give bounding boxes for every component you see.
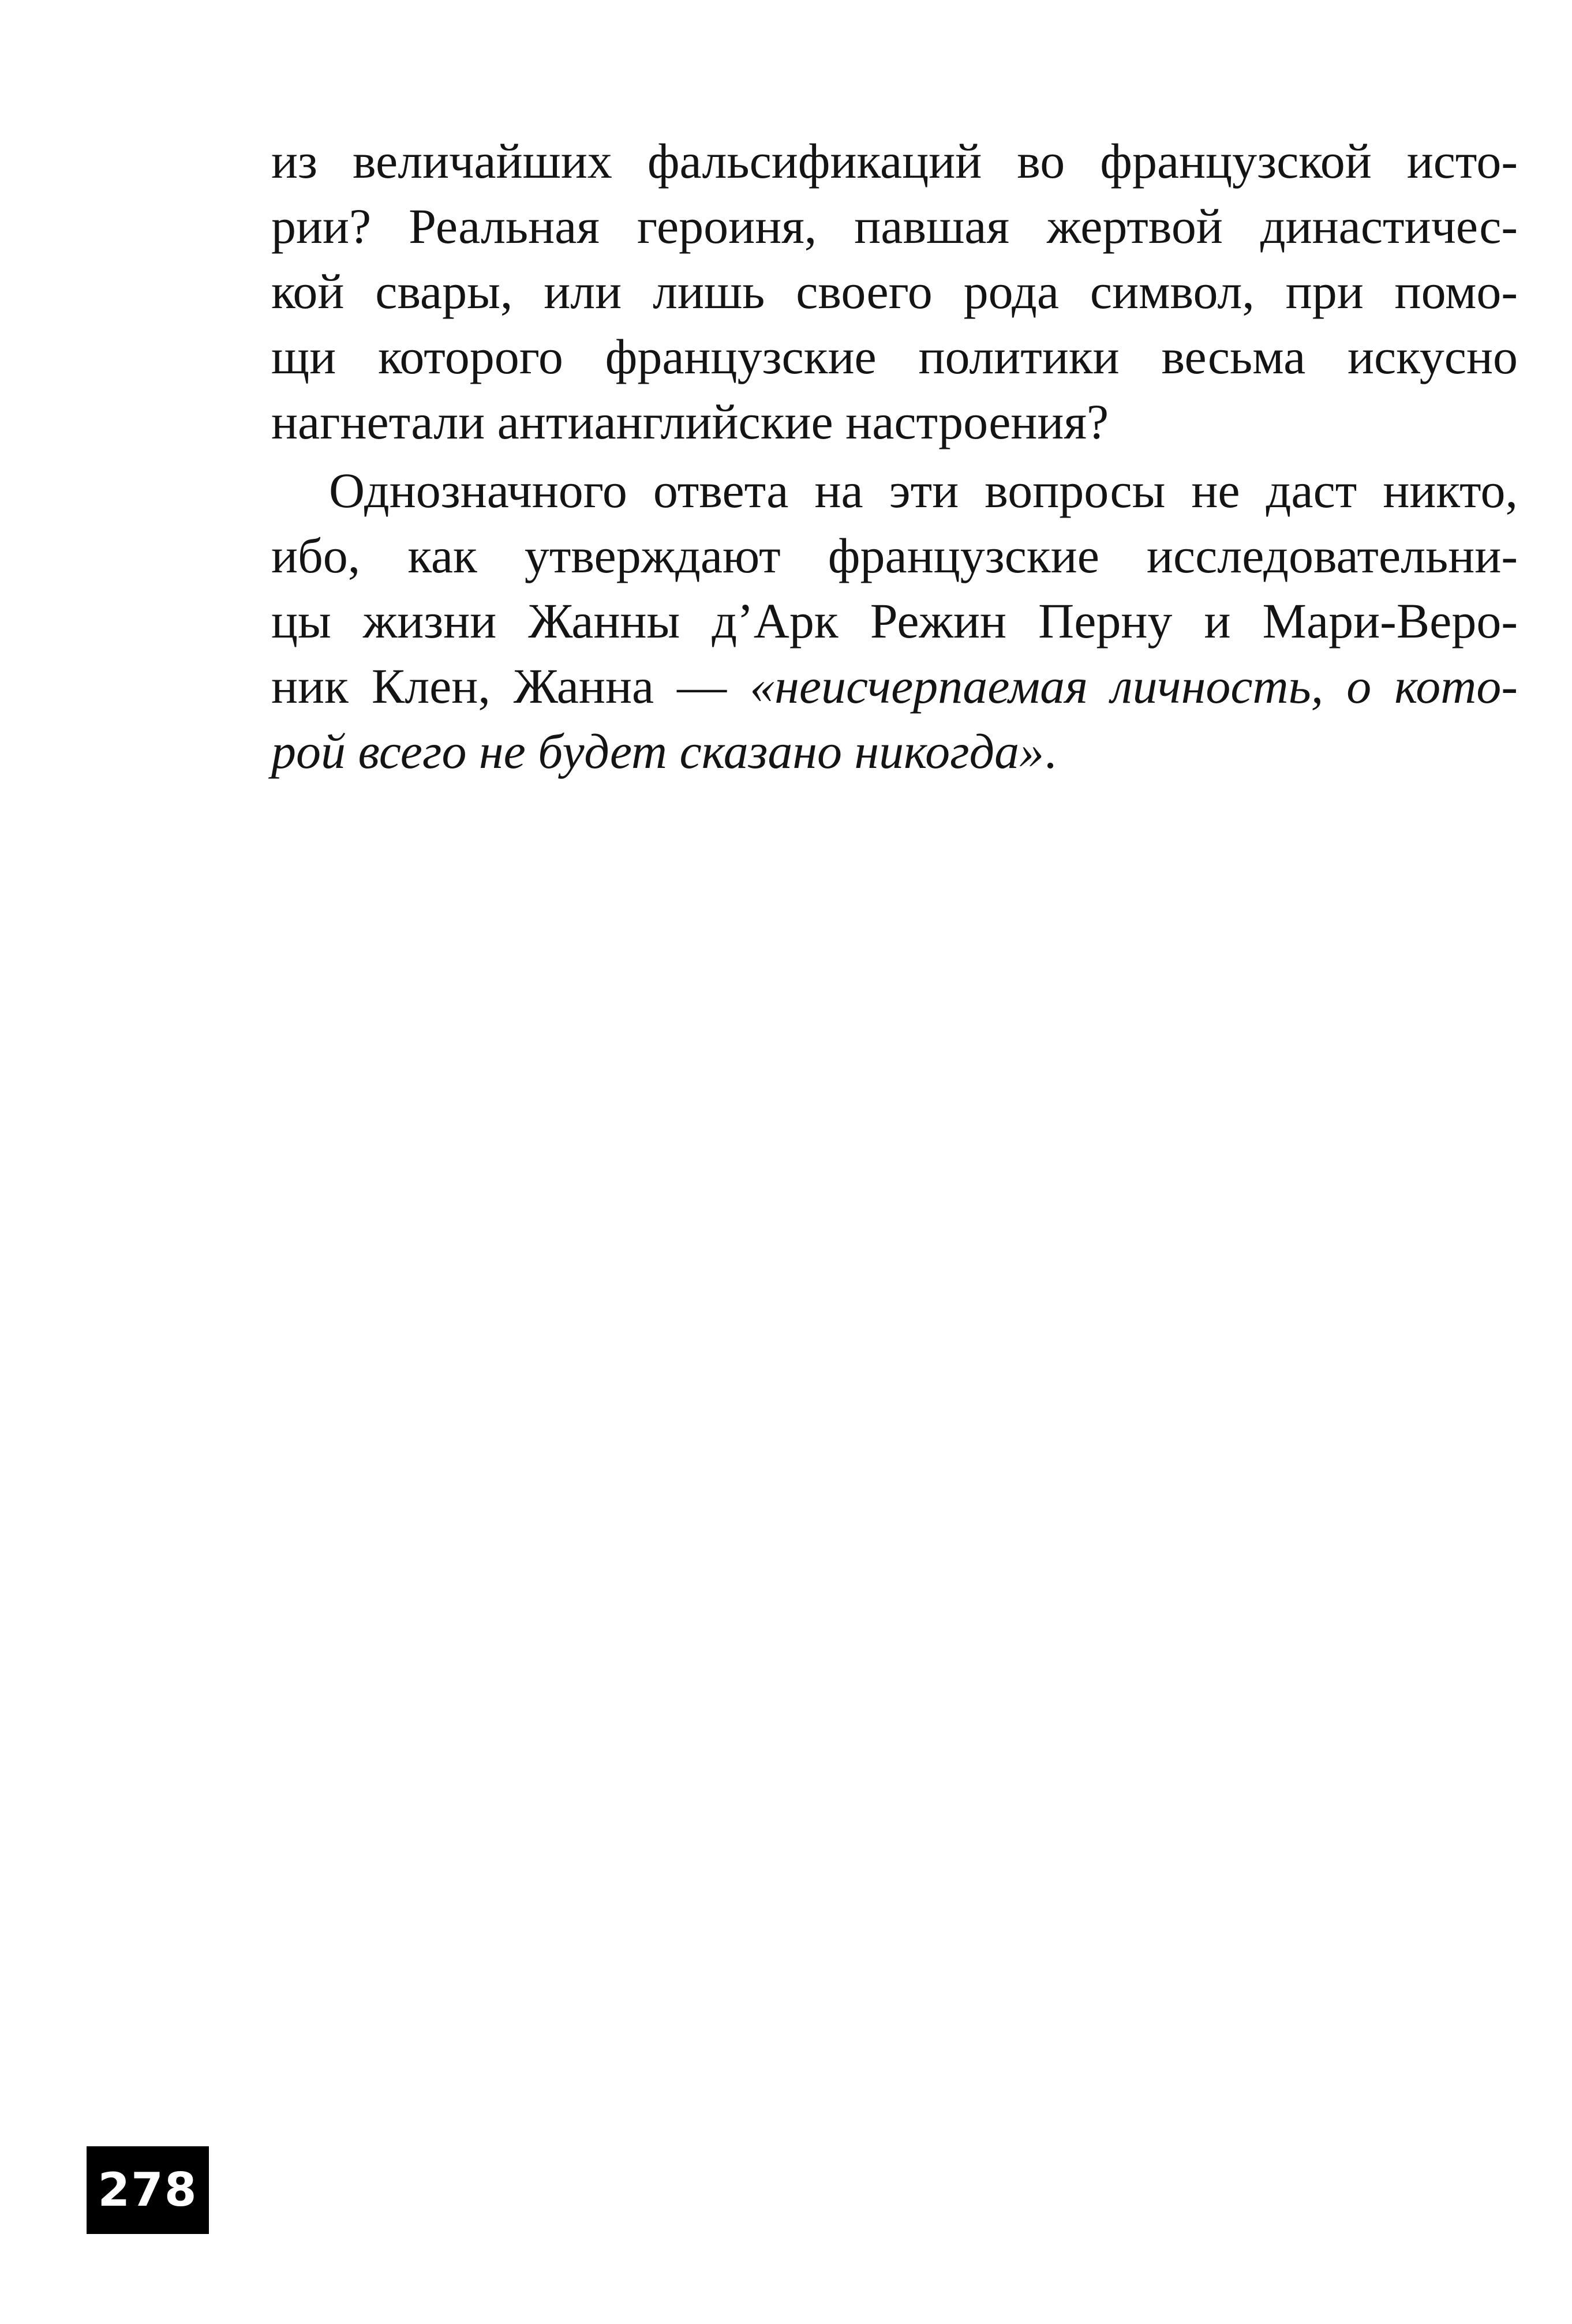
- text-span: .: [1044, 724, 1057, 779]
- paragraph-1: [271, 129, 1518, 455]
- text-span: ник Клен, Жанна —: [271, 658, 750, 714]
- text-line: ибо, как утверждают французские исследовательни-: [271, 528, 1518, 583]
- text-line: кой свары, или лишь своего рода символ, при помо-: [271, 264, 1518, 319]
- text-line: нагнетали антианглийские настроения?: [271, 394, 1109, 449]
- text-line: щи которого французские политики весьма искусно: [271, 329, 1518, 384]
- text-line: цы жизни Жанны д’Арк Режин Перну и Мари-Веро-: [271, 593, 1518, 649]
- text-line: [271, 719, 1518, 784]
- quote-italic: «неисчерпаемая личность, о кото-: [750, 658, 1518, 714]
- text-line: Однозначного ответа на эти вопросы не даст никто,: [329, 463, 1518, 518]
- text-line: из величайших фальсификаций во французской исто-: [271, 133, 1518, 189]
- body-text: [271, 129, 1518, 784]
- paragraph-2: [271, 458, 1518, 784]
- quote-italic: рой всего не будет сказано никогда»: [271, 724, 1045, 779]
- text-line: рии? Реальная героиня, павшая жертвой династичес-: [271, 198, 1518, 254]
- text-line: [271, 654, 1518, 719]
- page-number-badge: 278: [87, 2146, 209, 2234]
